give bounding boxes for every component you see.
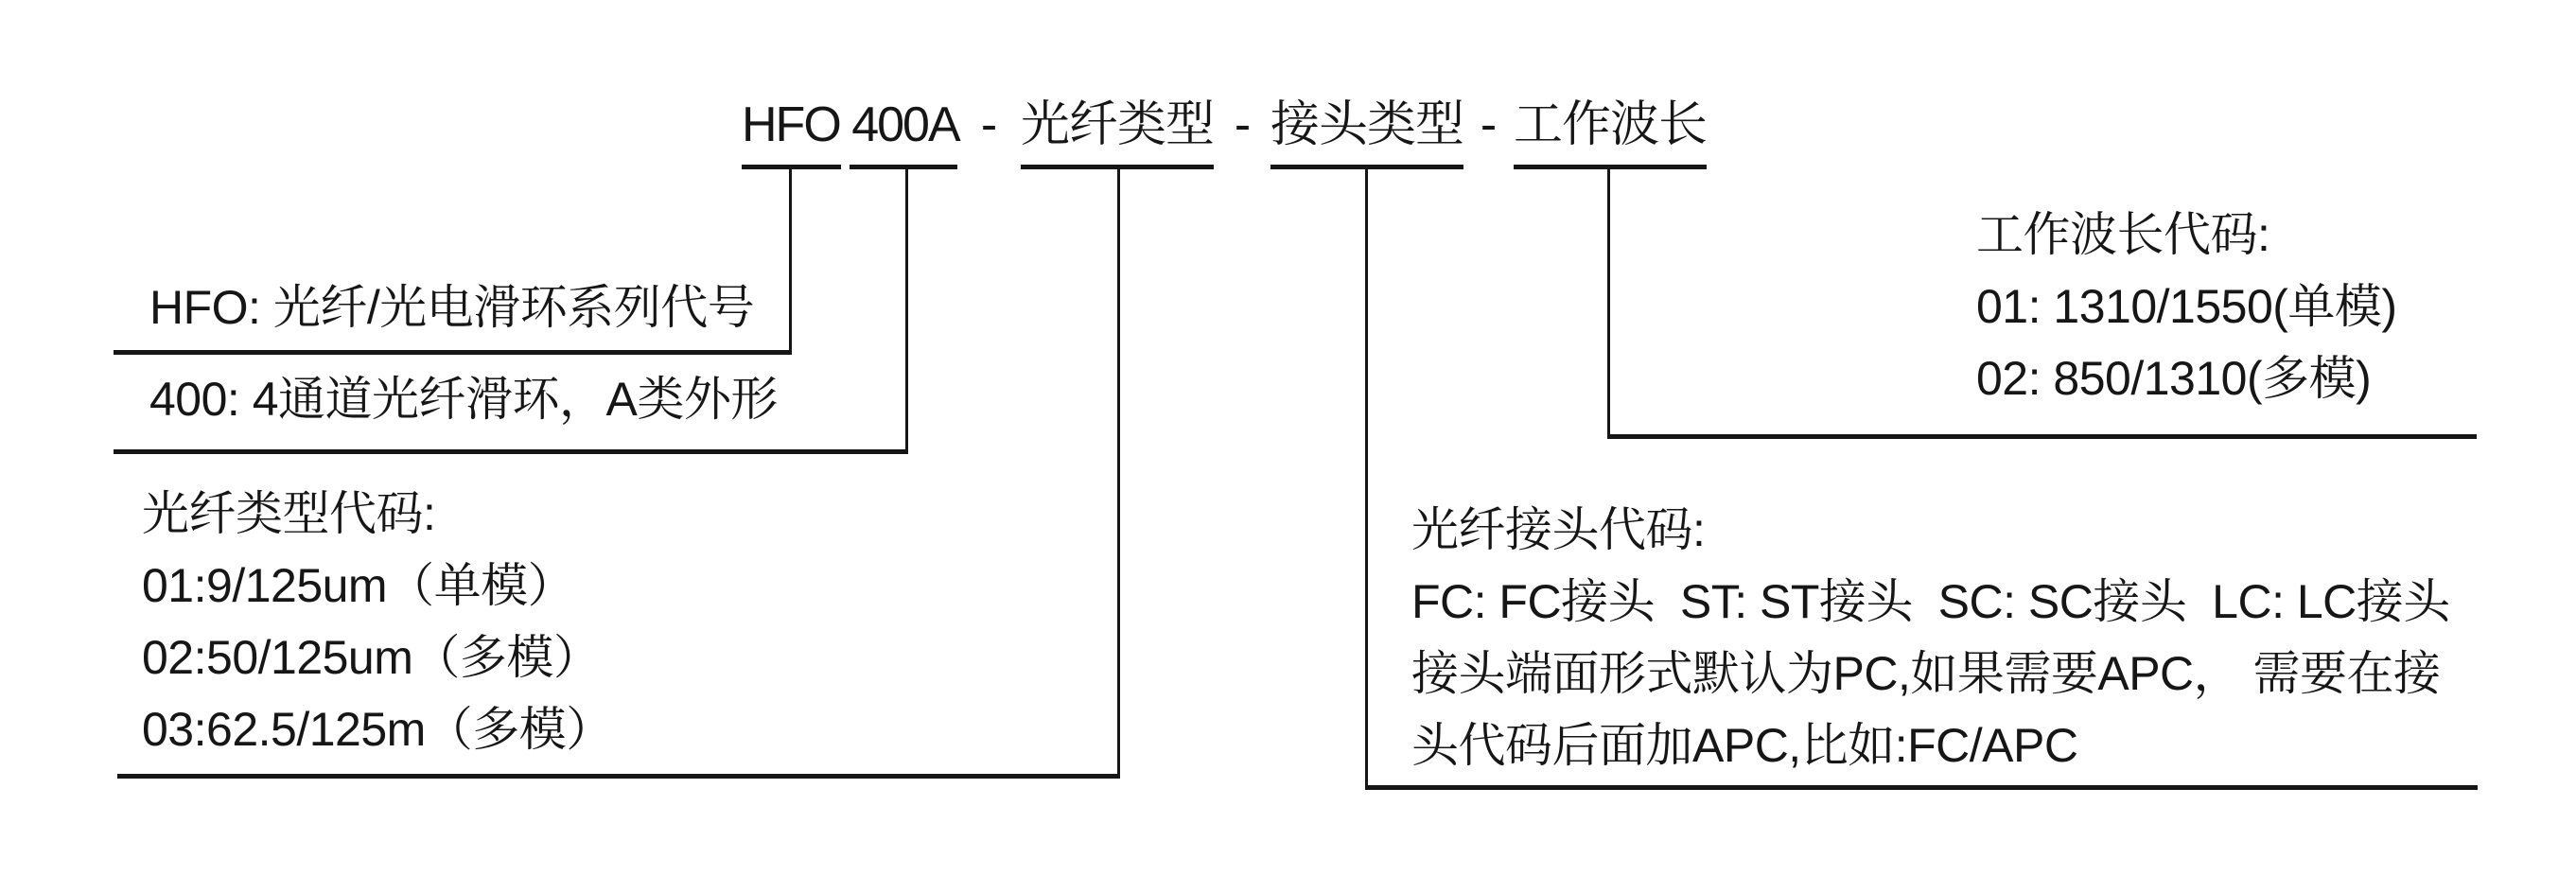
fiber-type-legend-heading: 光纤类型代码: [142, 487, 436, 540]
wavelength-legend-heading: 工作波长代码: [1976, 208, 2270, 261]
fiber-type-option-02: 02:50/125um（多模） [142, 631, 601, 684]
connector-legend [1411, 494, 2450, 781]
title-model-code: HFO 400A [742, 97, 959, 152]
note-series-code: HFO: 光纤/光电滑环系列代号 [149, 281, 755, 334]
title-field-wavelength: 工作波长 [1514, 97, 1708, 152]
leader-connector-horizontal [1365, 785, 2478, 790]
title-dash-separator-2: - [1234, 97, 1251, 152]
title-dash-separator-1: - [980, 97, 997, 152]
leader-fiber-horizontal [117, 774, 1120, 779]
fiber-type-legend [142, 478, 613, 765]
leader-series-horizontal [114, 350, 792, 355]
connector-legend-heading: 光纤接头代码: [1411, 503, 1706, 556]
connector-note-line-2: 头代码后面加APC,比如:FC/APC [1411, 719, 2078, 772]
leader-fiber-vertical [1117, 165, 1120, 779]
title-dash-separator-3: - [1480, 97, 1497, 152]
connector-note-line-1: 接头端面形式默认为PC,如果需要APC， 需要在接 [1411, 647, 2441, 700]
underline-model-number [850, 165, 957, 169]
leader-wavelength-vertical [1607, 165, 1610, 439]
wavelength-legend [1976, 199, 2397, 414]
wavelength-option-01: 01: 1310/1550(单模) [1976, 280, 2397, 333]
title-field-connector-type: 接头类型 [1270, 97, 1464, 152]
note-model-meaning: 400: 4通道光纤滑环，A类外形 [149, 373, 778, 426]
leader-model-horizontal [114, 449, 908, 454]
wavelength-option-02: 02: 850/1310(多模) [1976, 352, 2372, 405]
fiber-type-option-01: 01:9/125um（单模） [142, 559, 575, 612]
leader-series-vertical [789, 165, 792, 355]
leader-connector-vertical [1365, 165, 1368, 790]
title-field-fiber-type: 光纤类型 [1021, 97, 1215, 152]
leader-wavelength-horizontal [1607, 434, 2477, 439]
fiber-type-option-03: 03:62.5/125m（多模） [142, 703, 613, 756]
underline-wavelength [1514, 165, 1707, 169]
leader-model-vertical [905, 165, 908, 454]
connector-options: FC: FC接头 ST: ST接头 SC: SC接头 LC: LC接头 [1411, 575, 2450, 628]
